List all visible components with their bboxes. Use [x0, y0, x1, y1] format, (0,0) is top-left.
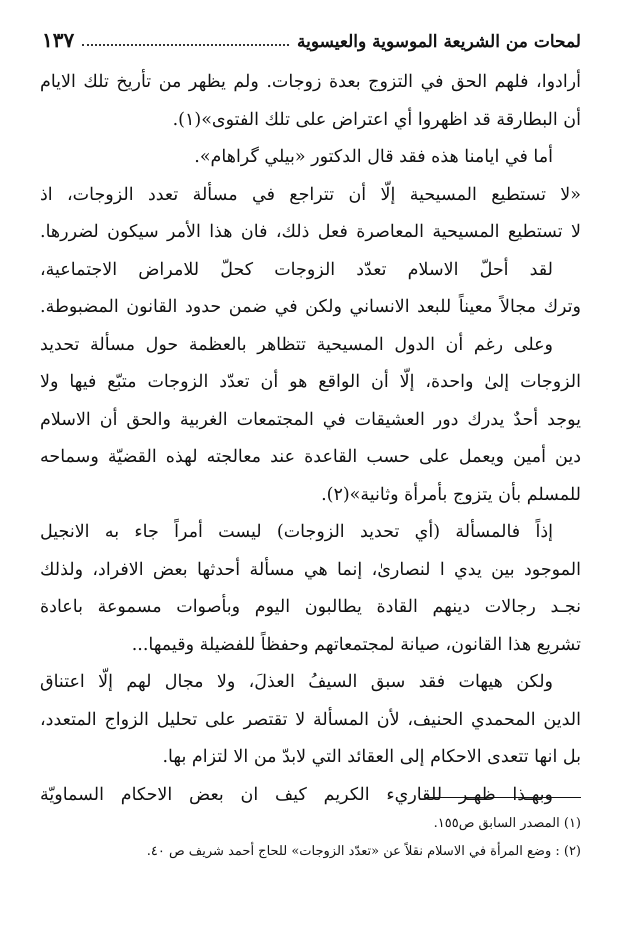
text-line: الموجود بين يدي ا لنصارىٰ، إنما هي مسألة أحدثها بعض الافراد، ولذلك	[40, 559, 581, 580]
header-dot-leader	[82, 43, 289, 46]
text-line: وبهـذا ظهـر للقاريء الكريم كيف ان بعض الاحكام السماويّة	[40, 784, 553, 805]
text-line: للمسلم بأن يتزوج بأمرأة وثانية»(٢).	[321, 484, 581, 505]
footnotes	[40, 810, 581, 866]
text-line: يوجد أحدٌ يدرك دور العشيقات في المجتمعات الغربية والحق أن الاسلام	[40, 409, 581, 430]
text-line: بل انها تتعدى الاحكام إلى العقائد التي لابدّ من الا لتزام بها.	[162, 747, 581, 767]
text-line: الزوجات إلىٰ واحدة، إلّا أن الواقع هو أن تعدّد الزوجات متبّع فيها ولا	[40, 372, 581, 392]
footnote: (٢) : وضع المرأة في الاسلام نقلاً عن «تعدّد الزوجات» للحاج أحمد شريف ص ٤٠.	[146, 844, 581, 859]
text-line: وعلى رغم أن الدول المسيحية تتظاهر بالعظمة حول مسألة تحديد	[40, 334, 553, 355]
running-header	[42, 24, 581, 52]
page-number: ١٣٧	[42, 28, 75, 52]
text-line: ولكن هيهات فقد سبق السيفُ العذلَ، ولا مجال لهم إلّا اعتناق	[40, 672, 553, 692]
text-line: «لا تستطيع المسيحية إلّا أن تتراجع في مسألة تعدد الزوجات، اذ	[40, 184, 581, 205]
body-text	[40, 64, 581, 814]
text-line: دين أمين ويعمل على حسب القاعدة عند معالجته لهذه القضيّة وسماحه	[40, 447, 581, 467]
text-line: تشريع هذا القانون، صيانة لمجتمعاتهم وحفظاً للفضيلة وقيمها...	[131, 634, 581, 655]
text-line: لقد أحلّ الاسلام تعدّد الزوجات كحلّ للامراض الاجتماعية،	[40, 259, 553, 280]
text-line: الدين المحمدي الحنيف، لأن المسألة لا تقتصر على تحليل الزواج المتعدد،	[40, 709, 581, 730]
text-line: أرادوا، فلهم الحق في التزوج بعدة زوجات. ولم يظهر من تأريخ تلك الايام	[40, 72, 581, 92]
text-line: إذاً فالمسألة (أي تحديد الزوجات) ليست أمراً جاء به الانجيل	[40, 522, 553, 542]
text-line: وترك مجالاً معيناً للبعد الانساني ولكن في ضمن حدود القانون المضبوطة.	[40, 297, 581, 317]
text-line: أما في ايامنا هذه فقد قال الدكتور «بيلي گراهام».	[194, 147, 553, 167]
header-title: لمحات من الشريعة الموسوية والعيسوية	[296, 32, 581, 52]
footnote: (١) المصدر السابق ص١٥٥.	[433, 816, 581, 831]
text-line: لا تستطيع المسيحية المعاصرة فعل ذلك، فان هذا الأمر سيكون لضررها.	[40, 222, 581, 242]
footnote-rule	[426, 797, 581, 798]
text-line: أن البطارقة قد اظهروا أي اعتراض على تلك الفتوى»(١).	[172, 109, 581, 130]
text-line: نجـد رجالات دينهم القادة يطالبون اليوم وبأصوات مسموعة باعادة	[40, 597, 581, 617]
